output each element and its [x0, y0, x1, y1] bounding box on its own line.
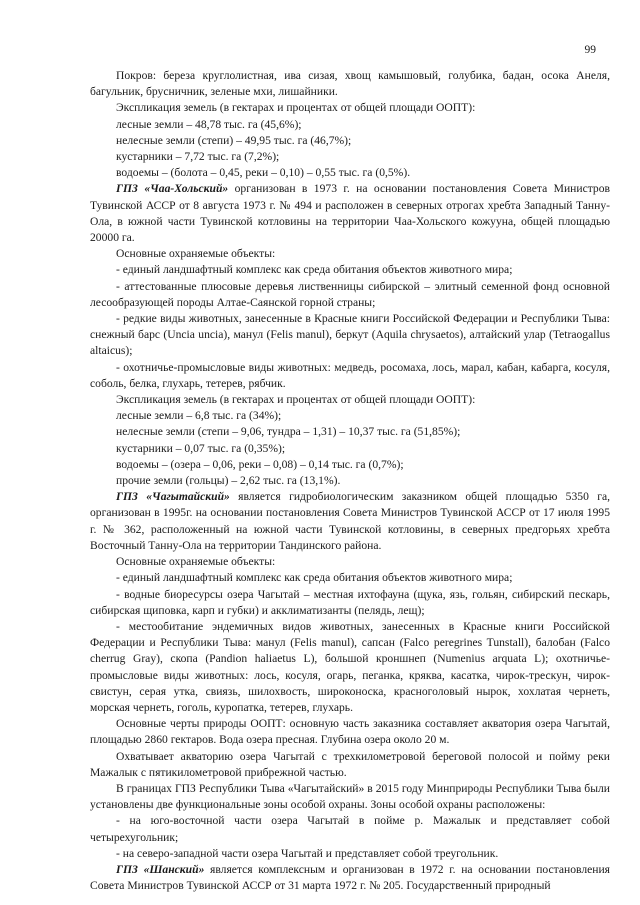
paragraph-text: Экспликация земель (в гектарах и процентах от общей площади ООПТ): — [116, 393, 476, 407]
paragraph-text: - охотничье-промысловые виды животных: медведь, росомаха, лось, марал, кабан, кабарга, косуля, соболь, белка, глухарь, тетерев, рябчик. — [90, 360, 610, 390]
paragraph-text: кустарники – 7,72 тыс. га (7,2%); — [116, 150, 280, 164]
reserve-name: ГПЗ «Чагытайский» — [116, 490, 230, 504]
reserve-name: ГПЗ «Чаа-Хольский» — [116, 182, 229, 196]
paragraph — [90, 570, 610, 586]
page-number: 99 — [584, 44, 596, 56]
paragraph-text: Покров: береза круглолистная, ива сизая, хвощ камышовый, голубика, бадан, осока Анеля, багульник, брусничник, зеленые мхи, лишайники. — [90, 69, 610, 99]
paragraph-text: - единый ландшафтный комплекс как среда обитания объектов животного мира; — [116, 571, 513, 585]
reserve-name: ГПЗ «Шанский» — [116, 862, 205, 876]
paragraph-text: нелесные земли (степи) – 49,95 тыс. га (46,7%); — [116, 133, 352, 147]
paragraph-text: Основные охраняемые объекты: — [116, 247, 276, 261]
paragraph-text: кустарники – 0,07 тыс. га (0,35%); — [116, 441, 286, 455]
paragraph-text: - местообитание эндемичных видов животных, занесенных в Красные книги Российской Федерации и Республики Тыва: манул (Felis manul), сапсан (Falco peregrines Tunstall), балобан (Falco cherrug Gray), скопа (Pandion haliaetus L), большой кроншнеп (Numenius arquata L); охотничье-промысловые виды животных: лось, косуля, огарь, пеганка, кряква, касатка, чирок-трескун, чирок-свистун, серая утка, свиязь, шилохвость, широконоска, красноголовый нырок, хохлатая чернеть, морская чернеть, гоголь, куропатка, тетерев, глухарь. — [90, 619, 610, 714]
paragraph — [90, 279, 610, 311]
paragraph-text: организован в 1973 г. на основании постановления Совета Министров Тувинской АССР от 8 августа 1973 г. № 494 и расположен в северных отрогах хребта Западный Танну-Ола, в южной части Тувинской котловины на территории Чаа-Хольского кожууна, общей площадью 20000 га. — [90, 182, 610, 245]
paragraph-text: - на северо-западной части озера Чагытай и представляет собой треугольник. — [116, 846, 499, 860]
body-text — [90, 68, 610, 894]
paragraph — [90, 392, 610, 408]
paragraph-text: Экспликация земель (в гектарах и процентах от общей площади ООПТ): — [116, 101, 476, 115]
paragraph-text: Охватывает акваторию озера Чагытай с трехкилометровой береговой полосой и пойму реки Мажалык с пятикилометровой прибрежной частью. — [90, 749, 610, 779]
paragraph — [90, 846, 610, 862]
paragraph-text: - водные биоресурсы озера Чагытай – местная ихтофауна (щука, язь, гольян, сибирский пескарь, сибирская щиповка, карп и губки) и акклиматизанты (пелядь, лещ); — [90, 587, 610, 617]
paragraph-text: - единый ландшафтный комплекс как среда обитания объектов животного мира; — [116, 263, 513, 277]
paragraph — [90, 117, 610, 133]
paragraph-text: лесные земли – 48,78 тыс. га (45,6%); — [116, 117, 302, 131]
paragraph-text: Основные охраняемые объекты: — [116, 555, 276, 569]
paragraph — [90, 619, 610, 716]
paragraph-text: - аттестованные плюсовые деревья лиственницы сибирской – элитный семенной фонд основной лесообразующей породы Алтае-Саянской горной страны; — [90, 279, 610, 309]
paragraph — [90, 408, 610, 424]
paragraph — [90, 360, 610, 392]
paragraph — [90, 311, 610, 360]
paragraph — [90, 133, 610, 149]
paragraph — [90, 149, 610, 165]
paragraph — [90, 100, 610, 116]
paragraph-text: водоемы – (озера – 0,06, реки – 0,08) – 0,14 тыс. га (0,7%); — [116, 457, 404, 471]
paragraph — [90, 749, 610, 781]
paragraph — [90, 68, 610, 100]
paragraph — [90, 554, 610, 570]
paragraph-text: - редкие виды животных, занесенные в Красные книги Российской Федерации и Республики Тыва: снежный барс (Uncia uncia), манул (Felis manul), беркут (Aquila chrysaetos), алтайский улар (Tetraogallus altaicus); — [90, 312, 610, 358]
paragraph — [90, 457, 610, 473]
paragraph — [90, 246, 610, 262]
paragraph-text: - на юго-восточной части озера Чагытай в пойме р. Мажалык и представляет собой четырехугольник; — [90, 814, 610, 844]
paragraph — [90, 862, 610, 894]
paragraph-text: является комплексным и организован в 1972 г. на основании постановления Совета Министров Тувинской АССР от 31 марта 1972 г. № 205. Государственный природный — [90, 862, 610, 893]
paragraph — [90, 262, 610, 278]
paragraph — [90, 424, 610, 440]
paragraph — [90, 716, 610, 748]
paragraph-text: является гидробиологическим заказником общей площадью 5350 га, организован в 1995г. на основании постановления Совета Министров Тувинской АССР от 17 июля 1995 г. № 362, расположенный на южной части Тувинской котловины, в северных предгорьях хребта Восточный Танну-Ола на территории Тандинского района. — [90, 490, 610, 552]
paragraph-text: лесные земли – 6,8 тыс. га (34%); — [116, 409, 282, 423]
paragraph — [90, 441, 610, 457]
paragraph — [90, 473, 610, 489]
paragraph-text: нелесные земли (степи – 9,06, тундра – 1,31) – 10,37 тыс. га (51,85%); — [116, 425, 461, 439]
paragraph — [90, 813, 610, 845]
paragraph-text: В границах ГПЗ Республики Тыва «Чагытайский» в 2015 году Минприроды Республики Тыва были установлены две функциональные зоны особой охраны. Зоны особой охраны расположены: — [90, 781, 610, 812]
paragraph — [90, 165, 610, 181]
paragraph — [90, 781, 610, 813]
paragraph-text: Основные черты природы ООПТ: основную часть заказника составляет акватория озера Чагытай, площадью 2860 гектаров. Вода озера пресная. Глубина озера около 20 м. — [90, 717, 610, 747]
paragraph — [90, 181, 610, 246]
paragraph — [90, 489, 610, 554]
paragraph-text: водоемы – (болота – 0,45, реки – 0,10) – 0,55 тыс. га (0,5%). — [116, 166, 411, 180]
paragraph — [90, 587, 610, 619]
paragraph-text: прочие земли (гольцы) – 2,62 тыс. га (13,1%). — [116, 474, 341, 488]
